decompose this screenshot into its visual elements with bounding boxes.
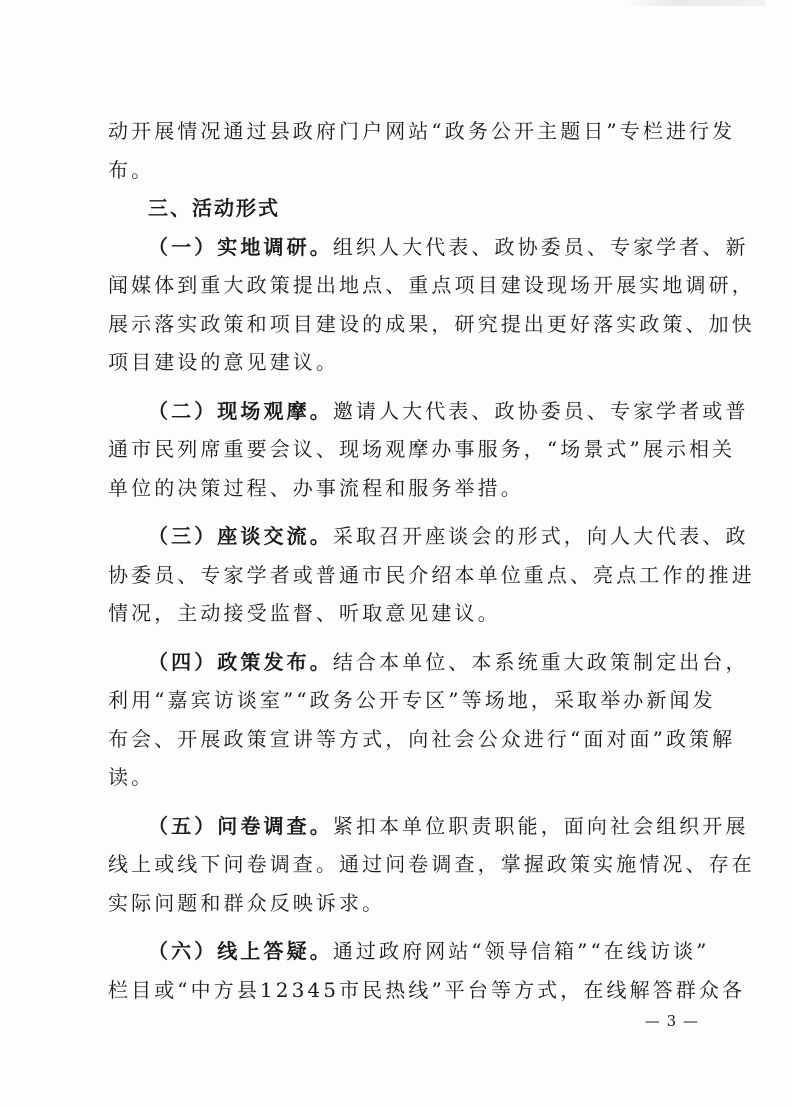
- paragraph-line: 布会、开展政策宣讲等方式，向社会公众进行“面对面”政策解: [108, 726, 736, 751]
- paragraph-first-line: [108, 932, 710, 971]
- paragraph-lead: （一）实地调研。: [148, 234, 333, 259]
- paragraph-line: 项目建设的意见建议。: [108, 350, 339, 374]
- scan-edge-mark: [615, 0, 765, 6]
- paragraph-text: 结合本单位、本系统重大政策制定出台，: [332, 649, 749, 674]
- paragraph-lead: （五）问卷调查。: [148, 813, 333, 838]
- paragraph-first-line: [108, 643, 749, 682]
- document-body: [108, 112, 755, 1009]
- paragraph-lead: （三）座谈交流。: [148, 524, 333, 548]
- paragraph-lead: （六）线上答疑。: [148, 939, 333, 963]
- paragraph-text: 邀请人大代表、政协委员、专家学者或普: [332, 398, 749, 423]
- paragraph-text: 通过政府网站“领导信箱”“在线访谈”: [332, 939, 710, 963]
- intro-line: 动开展情况通过县政府门户网站“政务公开主题日”专栏进行发: [108, 119, 736, 143]
- paragraph-line: 协委员、专家学者或普通市民介绍本单位重点、亮点工作的推进: [108, 562, 755, 587]
- paragraph-line: 展示落实政策和项目建设的成果，研究提出更好落实政策、加快: [108, 311, 755, 336]
- paragraph-line: 栏目或“中方县12345市民热线”平台等方式，在线解答群众各: [108, 977, 746, 1002]
- paragraph-line: 实际问题和群众反映诉求。: [108, 890, 386, 915]
- section-heading: 三、活动形式: [148, 196, 280, 220]
- paragraph-line: 通市民列席重要会议、现场观摩办事服务，“场景式”展示相关: [108, 437, 736, 461]
- paragraph-first-line: [108, 228, 749, 267]
- paragraph-text: 紧扣本单位职责职能，面向社会组织开展: [332, 813, 749, 838]
- paragraph-line: 利用“嘉宾访谈室”“政务公开专区”等场地，采取举办新闻发: [108, 688, 716, 712]
- paragraph-text: 组织人大代表、政协委员、专家学者、新: [332, 234, 749, 259]
- paragraph-line: 线上或线下问卷调查。通过问卷调查，掌握政策实施情况、存在: [108, 852, 755, 876]
- paragraph-first-line: [108, 392, 749, 431]
- paragraph-line: 单位的决策过程、办事流程和服务举措。: [108, 475, 524, 500]
- intro-line: 布。: [108, 157, 155, 182]
- paragraph-line: 情况，主动接受监督、听取意见建议。: [108, 601, 501, 625]
- paragraph-lead: （二）现场观摩。: [148, 398, 333, 423]
- paragraph-text: 采取召开座谈会的形式，向人大代表、政: [332, 524, 749, 548]
- paragraph-line: 读。: [108, 765, 155, 789]
- paragraph-line: 闻媒体到重大政策提出地点、重点项目建设现场开展实地调研，: [108, 273, 755, 297]
- paragraph-first-line: [108, 517, 749, 556]
- paragraph-lead: （四）政策发布。: [148, 649, 333, 674]
- paragraph-first-line: [108, 807, 749, 846]
- page-number: — 3 —: [644, 1012, 699, 1030]
